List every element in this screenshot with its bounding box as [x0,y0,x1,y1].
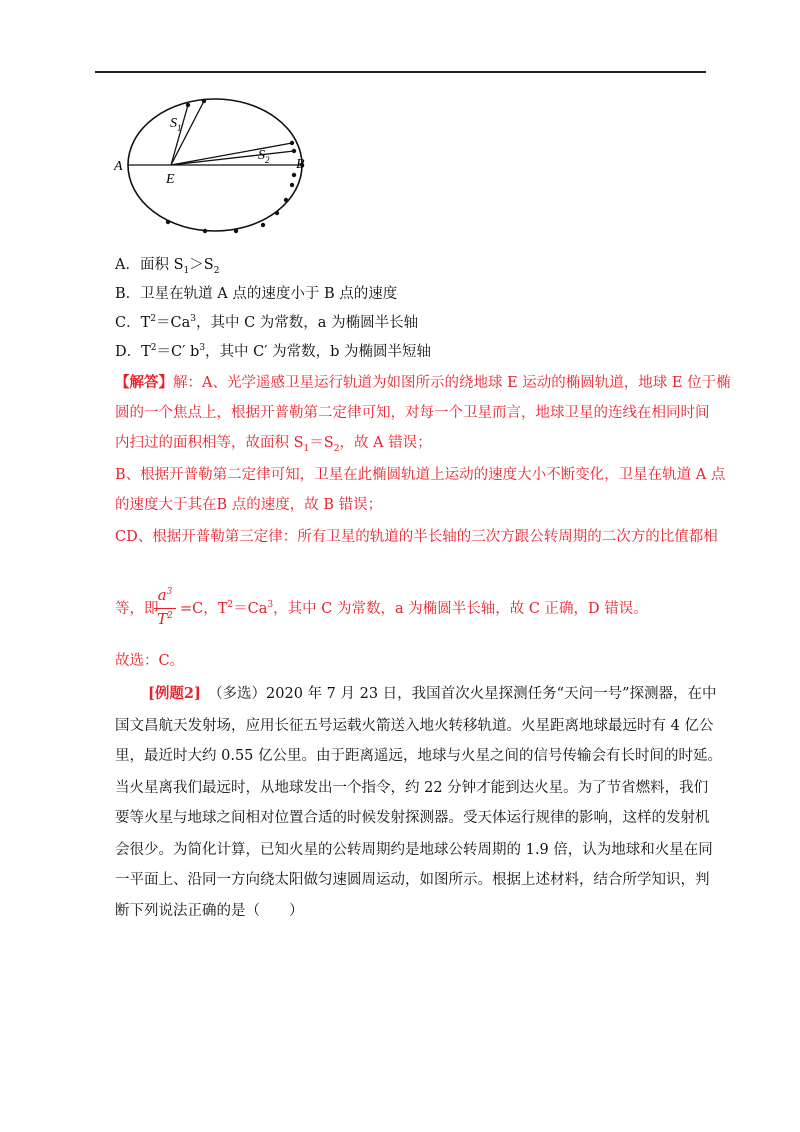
answer-tag: 【解答】 [115,374,173,391]
example-line-4: 当火星离我们最远时，从地球发出一个指令，约 22 分钟才能到达火星。为了节省燃料，我们 [115,780,709,796]
example-line-8: 断下列说法正确的是（ ） [115,903,304,919]
answer-line-3: 内扫过的面积相等，故面积 $S_1=S_2$，故 A 错误； [115,435,432,454]
frac-denominator: T [157,610,168,628]
example-line-5: 要等火星与地球之间相对位置合适的时候发射探测器。受天体运行规律的影响，这样的发射机 [115,810,710,826]
answer-line-4: B、根据开普勒第二定律可知，卫星在此椭圆轨道上运动的速度大小不断变化，卫星在轨道 A 点 [115,467,726,483]
option-b: B．卫星在轨道 A 点的速度小于 B 点的速度 [115,286,398,302]
ellipse-orbit-figure [108,93,308,253]
focus-to-top-1 [171,105,188,165]
example-tag: [例题2] [148,685,201,702]
example-line-3: 里，最近时大约 0.55 亿公里。由于距离遥远，地球与火星之间的信号传输会有长时间的时延。 [115,748,722,764]
example-line-2: 国文昌航天发射场，应用长征五号运载火箭送入地火转移轨道。火星距离地球最远时有 4 亿公 [115,718,714,734]
focus-to-top-2 [171,101,204,165]
answer-line-5: 的速度大于其在B 点的速度，故 B 错误； [115,497,383,513]
example-line-7: 一平面上、沿同一方向绕太阳做匀速圆周运动，如图所示。根据上述材料，结合所学知识，判 [115,872,710,888]
option-d: D．$T^2=C'$ $b^3$，其中 C′ 为常数，b 为椭圆半短轴 [115,343,432,360]
label-a: A [114,159,123,174]
example-line-1: [例题2] （多选）2020 年 7 月 23 日，我国首次火星探测任务“天问一号”探测器，在中 [148,685,717,702]
label-s2: $S_2$ [258,148,270,165]
answer-line-1: 【解答】解：A、光学遥感卫星运行轨道为如图所示的绕地球 E 运动的椭圆轨道，地球 E 位于椭 [115,374,731,391]
answer-line-7-prefix: 等，即 [115,601,159,617]
focus-to-right-1 [171,143,292,165]
frac-numerator: a [157,586,167,604]
option-c: C．$T^2=Ca^3$，其中 C 为常数，a 为椭圆半长轴 [115,314,419,331]
label-b: B [296,157,305,172]
answer-line-6: CD、根据开普勒第三定律：所有卫星的轨道的半长轴的三次方跟公转周期的二次方的比值都相 [115,529,718,545]
frac-den-exp: 2 [167,611,173,621]
answer-choice: 故选：C。 [115,653,185,669]
orbit-dots [166,99,304,233]
label-s1: $S_1$ [170,116,182,133]
focus-to-right-2 [171,151,294,165]
option-a: A．面积 $S_1>S_2$ [115,257,220,276]
label-e: E [166,172,175,187]
example-line-6: 会很少。为简化计算，已知火星的公转周期约是地球公转周期的 1.9 倍，认为地球和火星在同 [115,842,713,858]
frac-num-exp: 3 [166,587,173,597]
fraction-a3-over-t2 [152,586,182,632]
answer-line-2: 圆的一个焦点上，根据开普勒第二定律可知，对每一个卫星而言，地球卫星的连线在相同时间 [115,405,710,421]
header-rule [95,71,706,73]
answer-line-7: =C，$T^2=Ca^3$，其中 C 为常数，a 为椭圆半长轴，故 C 正确，D 错误。 [180,600,648,617]
